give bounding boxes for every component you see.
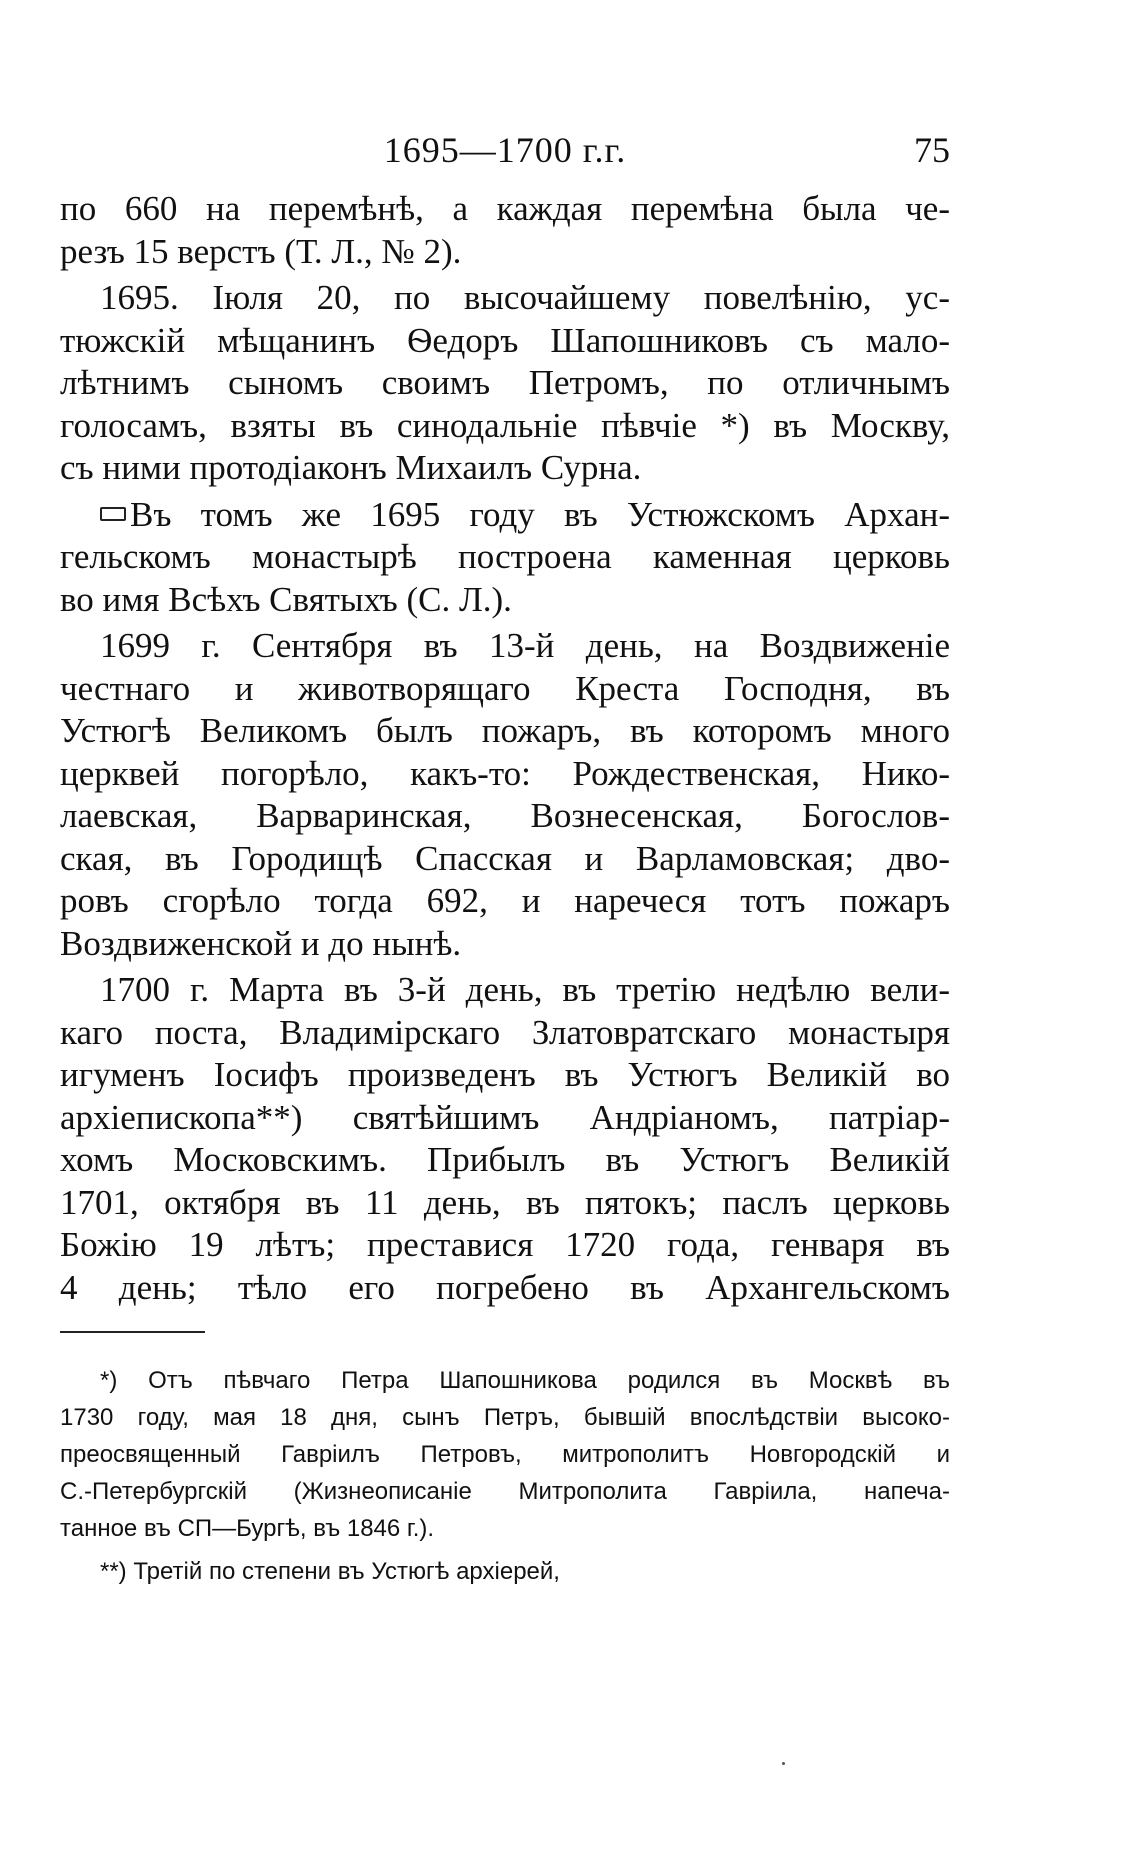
text-line: голосамъ, взяты въ синодальніе пѣвчіе *) въ Москву, bbox=[60, 405, 950, 445]
text-line: 1701, октября въ 11 день, въ пятокъ; паслъ церковь bbox=[60, 1182, 950, 1222]
footnote-divider bbox=[60, 1331, 205, 1333]
text-line: тюжскій мѣщанинъ Ѳедоръ Шапошниковъ съ мало- bbox=[60, 320, 950, 360]
text-line: Устюгѣ Великомъ былъ пожаръ, въ которомъ много bbox=[60, 711, 950, 750]
footnote-line: *) Отъ пѣвчаго Петра Шапошникова родился въ Москвѣ въ bbox=[100, 1367, 950, 1394]
text-line: хомъ Московскимъ. Прибылъ въ Устюгъ Великій bbox=[60, 1140, 950, 1179]
bracket-mark-icon bbox=[100, 507, 126, 521]
text-line: 1700 г. Марта въ 3-й день, въ третію недѣлю вели- bbox=[100, 970, 950, 1009]
text-line: честнаго и животворящаго Креста Господня, въ bbox=[60, 668, 950, 708]
text-line-marked bbox=[60, 494, 950, 537]
text-line: во имя Всѣхъ Святыхъ (С. Л.). bbox=[60, 579, 512, 619]
text-line: ская, въ Городищѣ Спасская и Варламовская; дво- bbox=[60, 838, 950, 878]
text-line: лѣтнимъ сыномъ своимъ Петромъ, по отличнымъ bbox=[60, 363, 950, 402]
footnote-line: **) Третій по степени въ Устюгѣ архіерей, bbox=[100, 1558, 560, 1585]
footnote-line: С.-Петербургскій (Жизнеописаніе Митрополита Гавріила, напеча- bbox=[60, 1478, 950, 1505]
text-line: 1699 г. Сентября въ 13-й день, на Воздвиженіе bbox=[100, 626, 950, 665]
text-line-content: Въ томъ же 1695 году въ Устюжскомъ Архан- bbox=[130, 494, 950, 534]
text-line: Воздвиженской и до нынѣ. bbox=[60, 923, 462, 963]
text-line: церквей погорѣло, какъ-то: Рождественская, Нико- bbox=[60, 753, 950, 793]
footnote-line: 1730 году, мая 18 дня, сынъ Петръ, бывшій впослѣдствіи высоко- bbox=[60, 1404, 950, 1431]
body-text bbox=[60, 188, 950, 1309]
footnotes bbox=[60, 1362, 950, 1590]
text-line: Божію 19 лѣтъ; преставися 1720 года, генваря въ bbox=[60, 1225, 950, 1264]
text-line: архіепископа**) святѣйшимъ Андріаномъ, патріар- bbox=[60, 1097, 950, 1137]
text-line: каго поста, Владимірскаго Златовратскаго монастыря bbox=[60, 1012, 950, 1052]
running-head bbox=[60, 125, 950, 175]
text-line: ровъ сгорѣло тогда 692, и наречеся тотъ пожаръ bbox=[60, 881, 950, 920]
running-title: 1695—1700 г.г. bbox=[383, 130, 627, 170]
text-line: по 660 на перемѣнѣ, а каждая перемѣна была че- bbox=[60, 189, 950, 228]
text-line: лаевская, Варваринская, Вознесенская, Богослов- bbox=[60, 796, 950, 835]
text-line: съ ними протодіаконъ Михаилъ Сурна. bbox=[60, 448, 642, 487]
text-line: 4 день; тѣло его погребено въ Архангельскомъ bbox=[60, 1267, 950, 1307]
footnote-line: танное въ СП—Бургѣ, въ 1846 г.). bbox=[60, 1515, 435, 1542]
text-line: гельскомъ монастырѣ построена каменная церковь bbox=[60, 537, 950, 576]
text-line: 1695. Іюля 20, по высочайшему повелѣнію, ус- bbox=[100, 278, 950, 317]
text-line: игуменъ Іосифъ произведенъ въ Устюгъ Великій во bbox=[60, 1055, 950, 1094]
print-speck bbox=[782, 1762, 785, 1765]
text-line: резъ 15 верстъ (Т. Л., № 2). bbox=[60, 231, 462, 271]
page-number: 75 bbox=[914, 130, 950, 170]
footnote-line: преосвященный Гавріилъ Петровъ, митрополитъ Новгородскій и bbox=[60, 1441, 950, 1468]
